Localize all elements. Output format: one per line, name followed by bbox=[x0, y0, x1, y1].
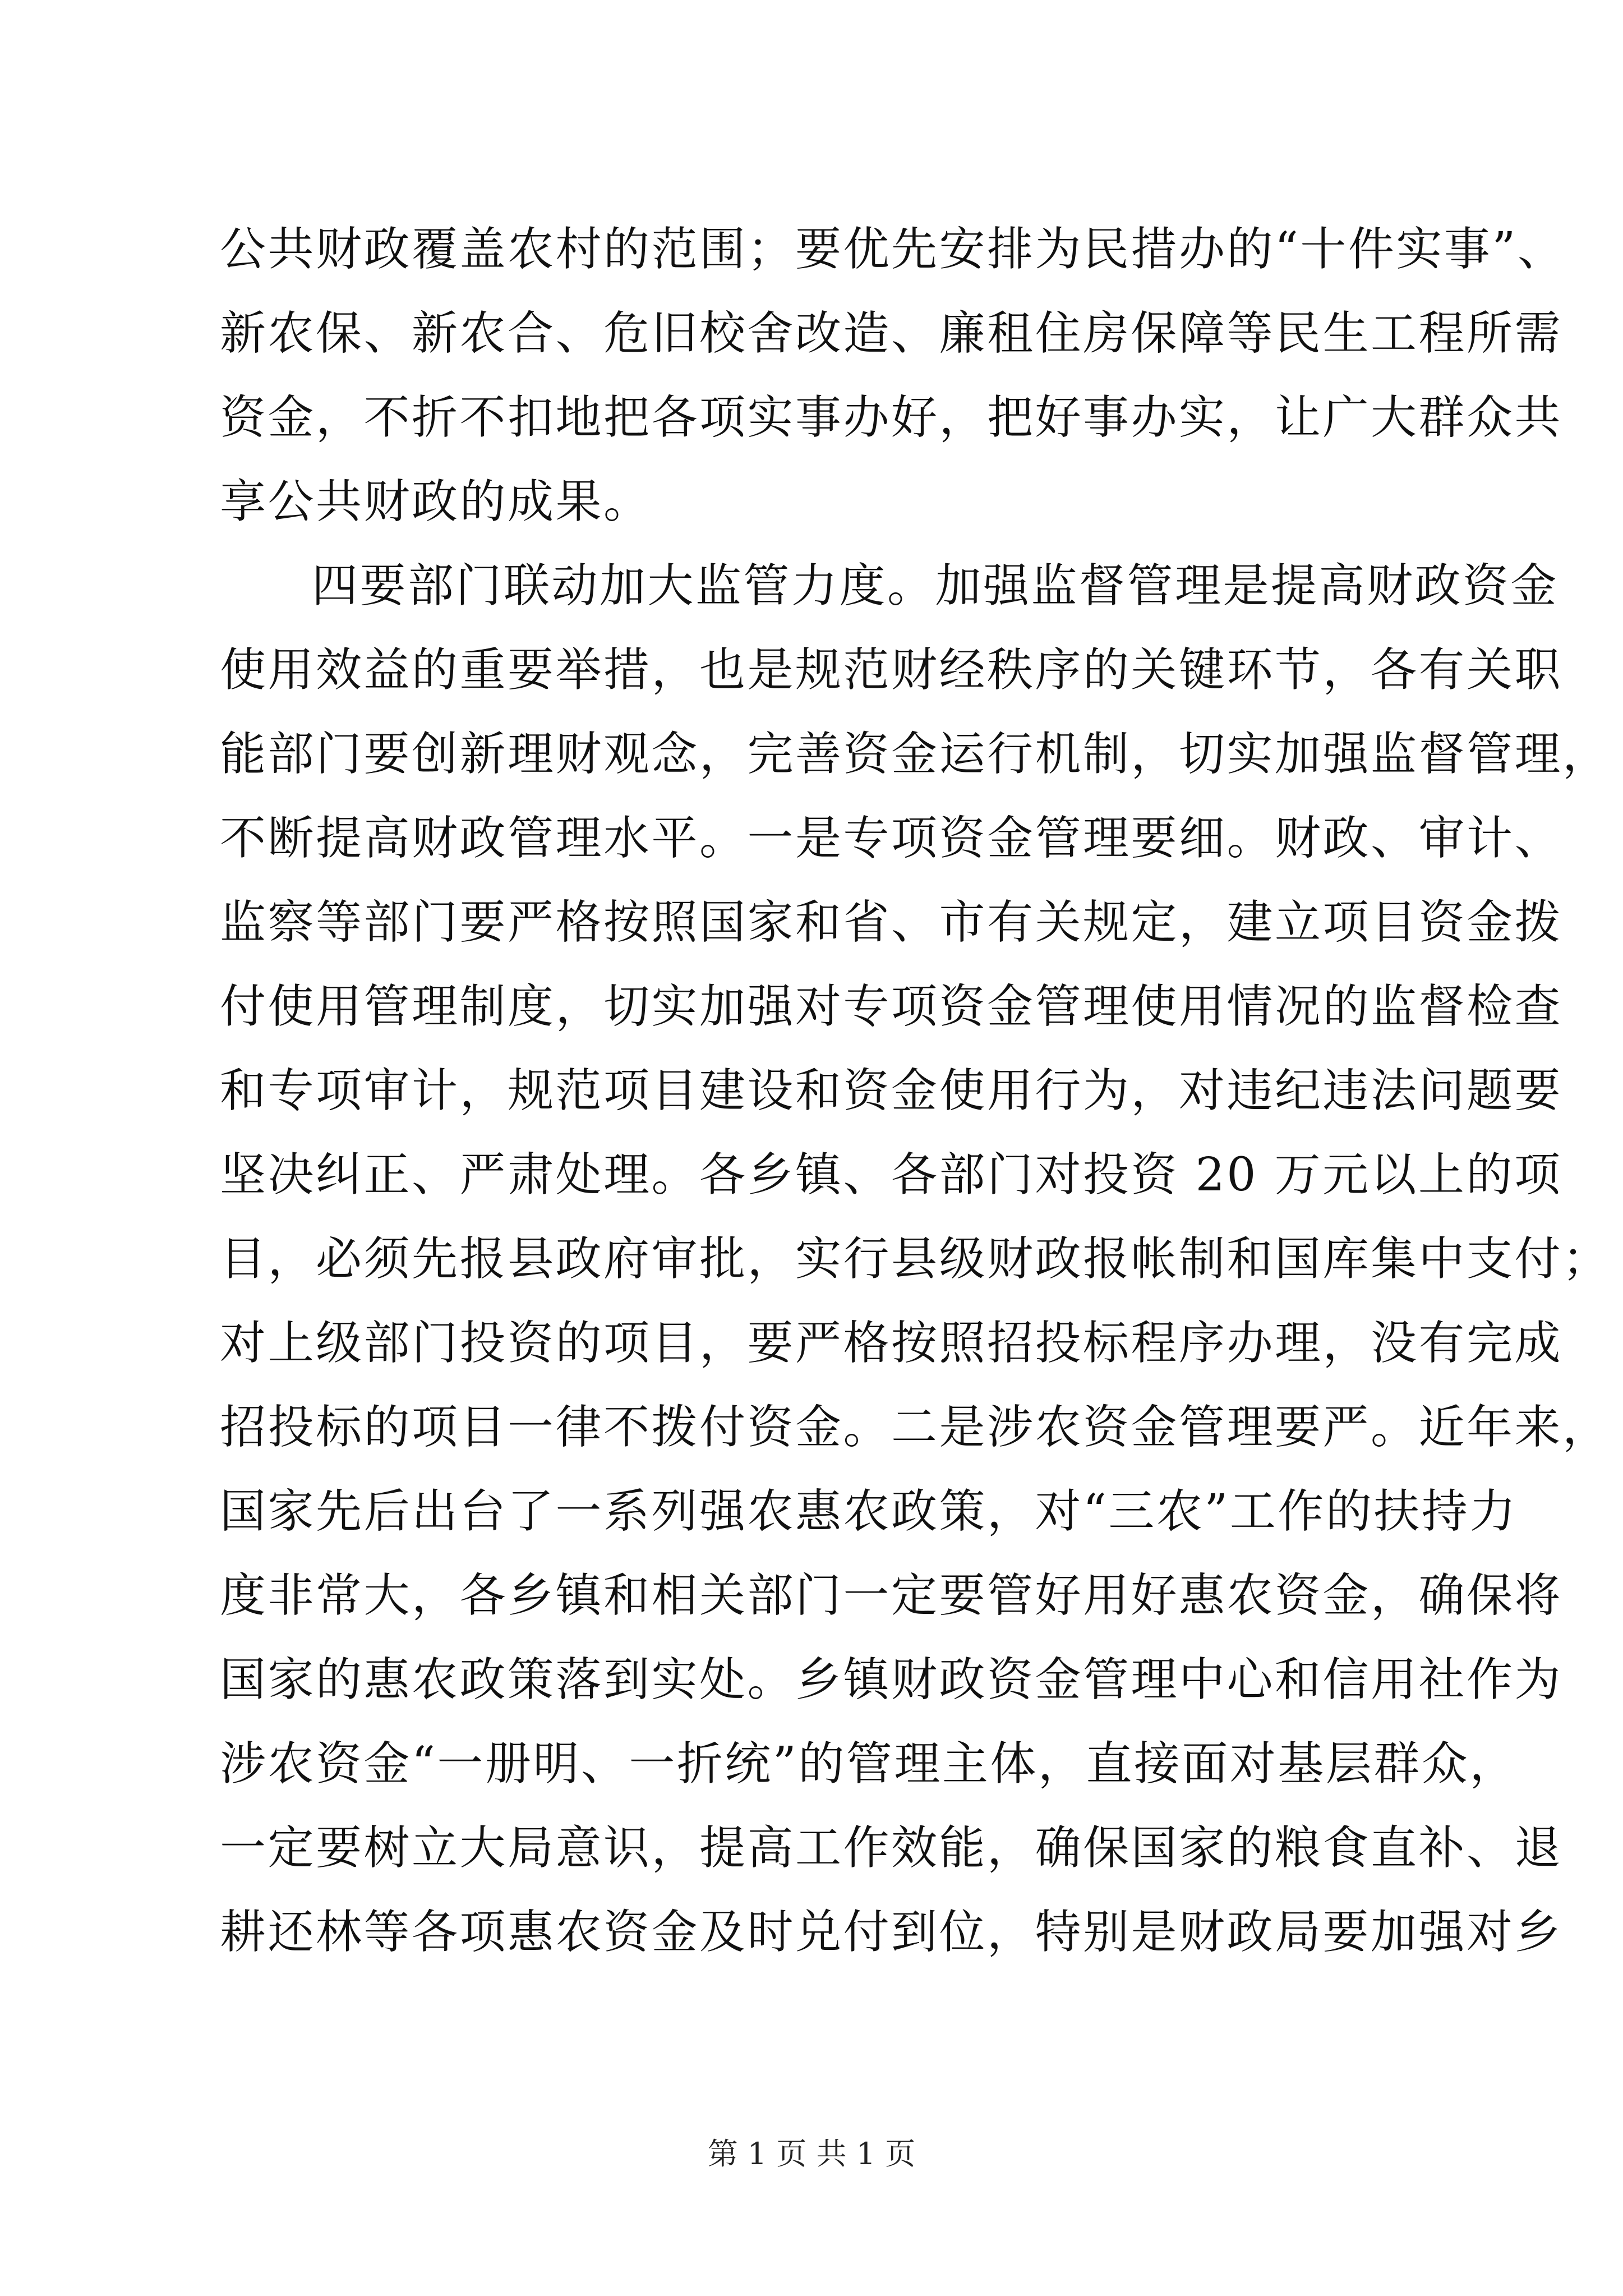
text-line: 能部门要创新理财观念，完善资金运行机制，切实加强监督管理， bbox=[220, 728, 1611, 781]
text-line: 对上级部门投资的项目，要严格按照招投标程序办理，没有完成 bbox=[220, 1317, 1563, 1370]
text-line: 不断提高财政管理水平。一是专项资金管理要细。财政、审计、 bbox=[220, 812, 1563, 865]
text-line: 度非常大，各乡镇和相关部门一定要管好用好惠农资金，确保将 bbox=[220, 1569, 1563, 1622]
text-line: 付使用管理制度，切实加强对专项资金管理使用情况的监督检查 bbox=[220, 980, 1563, 1033]
text-line: 使用效益的重要举措，也是规范财经秩序的关键环节，各有关职 bbox=[220, 643, 1563, 697]
paragraph-first-line: 四要部门联动加大监管力度。加强监督管理是提高财政资金 bbox=[312, 559, 1559, 613]
page-footer: 第 1 页 共 1 页 bbox=[707, 2136, 916, 2171]
text-line: 享公共财政的成果。 bbox=[220, 475, 652, 528]
text-line: 目，必须先报县政府审批，实行县级财政报帐制和国库集中支付； bbox=[220, 1232, 1611, 1286]
text-line: 坚决纠正、严肃处理。各乡镇、各部门对投资 20 万元以上的项 bbox=[220, 1148, 1562, 1202]
text-line: 国家先后出台了一系列强农惠农政策，对“三农”工作的扶持力 bbox=[220, 1485, 1518, 1538]
text-line: 和专项审计，规范项目建设和资金使用行为，对违纪违法问题要 bbox=[220, 1064, 1563, 1117]
text-line: 耕还林等各项惠农资金及时兑付到位，特别是财政局要加强对乡 bbox=[220, 1906, 1563, 1959]
text-line: 监察等部门要严格按照国家和省、市有关规定，建立项目资金拨 bbox=[220, 896, 1563, 949]
text-line: 国家的惠农政策落到实处。乡镇财政资金管理中心和信用社作为 bbox=[220, 1653, 1563, 1706]
text-line: 招投标的项目一律不拨付资金。二是涉农资金管理要严。近年来， bbox=[220, 1401, 1611, 1454]
text-line: 资金，不折不扣地把各项实事办好，把好事办实，让广大群众共 bbox=[220, 391, 1563, 444]
text-line: 新农保、新农合、危旧校舍改造、廉租住房保障等民生工程所需 bbox=[220, 307, 1563, 360]
text-line: 公共财政覆盖农村的范围；要优先安排为民措办的“十件实事”、 bbox=[220, 223, 1566, 276]
text-line: 一定要树立大局意识，提高工作效能，确保国家的粮食直补、退 bbox=[220, 1821, 1563, 1875]
document-body bbox=[220, 208, 1611, 1975]
text-line: 涉农资金“一册明、一折统”的管理主体，直接面对基层群众， bbox=[220, 1737, 1518, 1791]
